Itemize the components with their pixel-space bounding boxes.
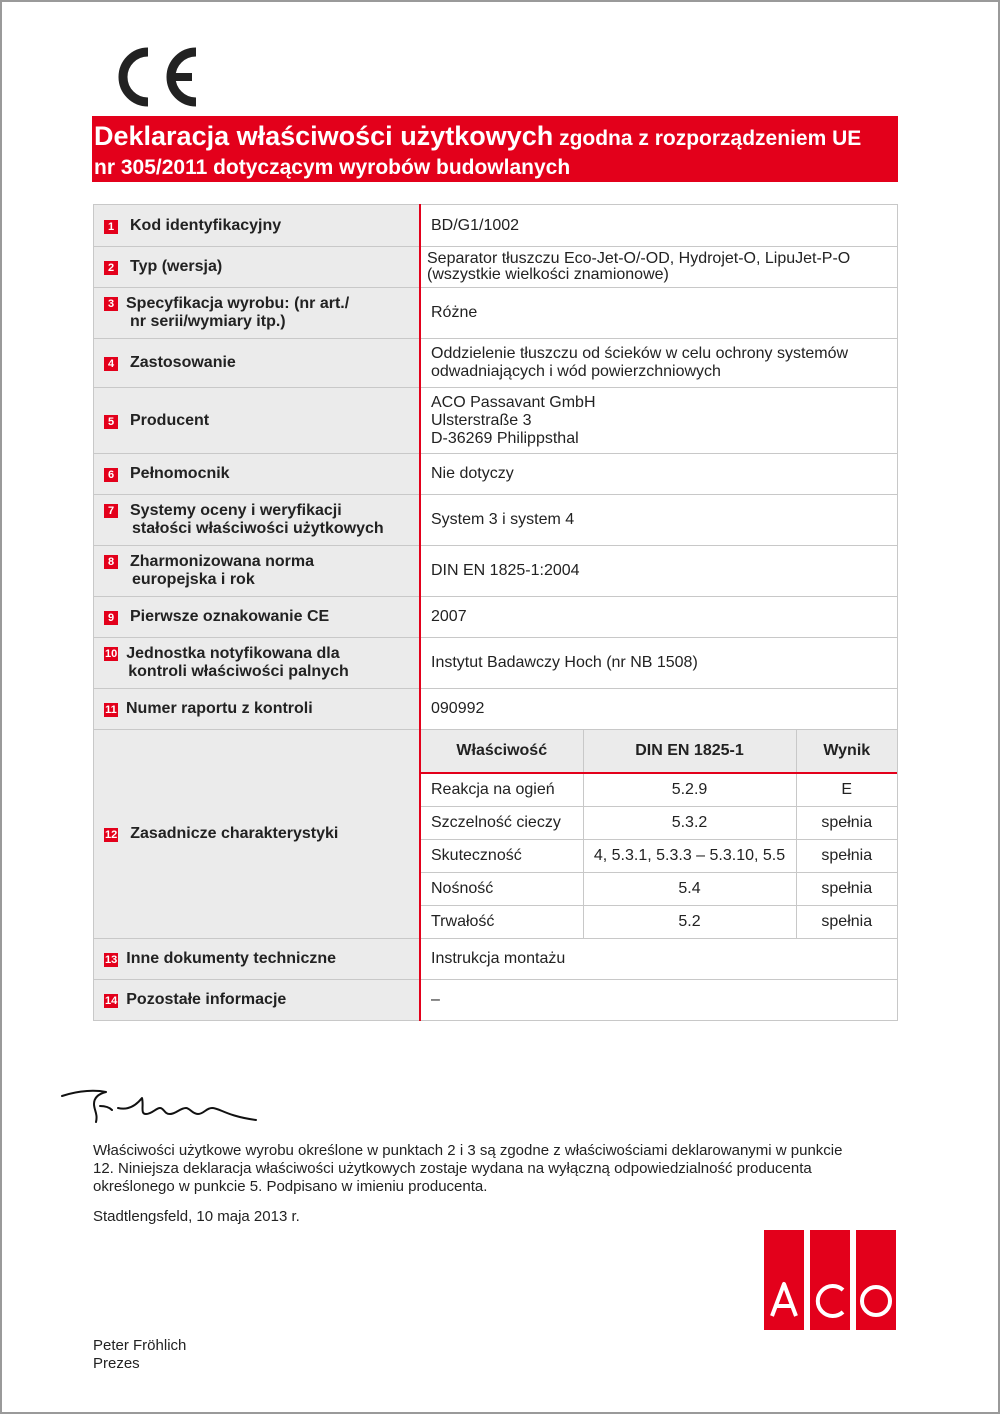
row-label: Zastosowanie — [130, 354, 236, 371]
row-value: Instrukcja montażu — [420, 939, 898, 980]
row-label-line2: kontroli właściwości palnych — [128, 663, 349, 680]
declaration-statement — [93, 1142, 903, 1196]
title-line2: nr 305/2011 dotyczącym wyrobów budowlanych — [94, 156, 571, 179]
row-label-line1: Specyfikacja wyrobu: (nr art./ — [126, 295, 350, 312]
characteristics-table — [421, 730, 897, 938]
row-label: Typ (wersja) — [130, 258, 223, 275]
row-label: Zasadnicze charakterystyki — [130, 825, 339, 842]
aco-logo — [764, 1230, 896, 1330]
table-row — [94, 205, 898, 247]
item-number: 9 — [104, 611, 118, 625]
property-cell: Szczelność cieczy — [421, 807, 583, 840]
table-row — [94, 288, 898, 339]
item-number: 14 — [105, 995, 118, 1007]
result-cell: spełnia — [796, 873, 897, 906]
row-label: Producent — [130, 411, 210, 429]
title-sub: zgodna z rozporządzeniem UE — [553, 127, 862, 150]
declaration-line3: określonego w punkcie 5. Podpisano w imieniu producenta. — [93, 1178, 488, 1195]
row-value: Nie dotyczy — [420, 454, 898, 495]
document-title — [94, 120, 898, 155]
row-value-line2: odwadniających i wód powierzchniowych — [431, 363, 721, 380]
item-number: 5 — [104, 415, 118, 429]
result-cell: spełnia — [796, 840, 897, 873]
row-value: Separator tłuszczu Eco-Jet-O/-OD, Hydrojet-O, LipuJet-P-O (wszystkie wielkości znamionowe) — [420, 247, 898, 288]
characteristics-row — [421, 773, 897, 807]
row-value: – — [420, 980, 898, 1021]
row-value: BD/G1/1002 — [420, 205, 898, 247]
row-value-line2: Ulsterstraße 3 — [431, 411, 532, 429]
row-label: Kod identyfikacyjny — [130, 216, 282, 234]
result-cell: E — [796, 773, 897, 807]
row-value: System 3 i system 4 — [420, 495, 898, 546]
table-row — [94, 730, 898, 939]
signer-title: Prezes — [93, 1355, 140, 1372]
table-row — [94, 638, 898, 689]
property-cell: Trwałość — [421, 906, 583, 939]
place-date: Stadtlengsfeld, 10 maja 2013 r. — [93, 1208, 300, 1225]
row-label-line1: Zharmonizowana norma — [130, 553, 315, 570]
characteristics-row — [421, 840, 897, 873]
characteristics-header-row — [421, 730, 897, 773]
table-row — [94, 546, 898, 597]
item-number: 13 — [105, 954, 118, 966]
row-value: Różne — [420, 288, 898, 339]
property-cell: Nośność — [421, 873, 583, 906]
ce-mark-logo — [116, 46, 200, 108]
result-cell: spełnia — [796, 906, 897, 939]
row-value: 090992 — [420, 689, 898, 730]
row-label: Numer raportu z kontroli — [126, 700, 313, 717]
table-row — [94, 339, 898, 388]
row-value: Instytut Badawczy Hoch (nr NB 1508) — [420, 638, 898, 689]
row-label: Inne dokumenty techniczne — [126, 950, 337, 967]
table-row — [94, 689, 898, 730]
declaration-table — [93, 204, 898, 1021]
item-number: 1 — [104, 220, 118, 234]
clause-cell: 5.2.9 — [583, 773, 796, 807]
table-row — [94, 388, 898, 454]
declaration-line2: 12. Niniejsza deklaracja właściwości użytkowych zostaje wydana na wyłączną odpowiedzialność producenta — [93, 1160, 812, 1177]
signature — [60, 1080, 270, 1136]
signer-block — [93, 1337, 186, 1373]
row-value-line1: ACO Passavant GmbH — [431, 393, 596, 411]
row-label-line1: Jednostka notyfikowana dla — [126, 645, 340, 662]
row-label-line1: Systemy oceny i weryfikacji — [130, 502, 342, 519]
title-main: Deklaracja właściwości użytkowych — [94, 121, 554, 151]
item-number: 2 — [104, 261, 118, 275]
table-row — [94, 495, 898, 546]
row-value: DIN EN 1825-1:2004 — [420, 546, 898, 597]
declaration-line1: Właściwości użytkowe wyrobu określone w punktach 2 i 3 są zgodne z właściwościami deklarowanymi w punkcie — [93, 1142, 843, 1159]
row-label: Pełnomocnik — [130, 465, 230, 482]
table-row — [94, 939, 898, 980]
row-label-line2: europejska i rok — [132, 571, 255, 588]
item-number: 7 — [104, 504, 118, 518]
table-row — [94, 247, 898, 288]
table-row — [94, 454, 898, 495]
item-number: 12 — [105, 829, 118, 841]
clause-cell: 4, 5.3.1, 5.3.3 – 5.3.10, 5.5 — [583, 840, 796, 873]
item-number: 3 — [104, 297, 118, 311]
column-header: Wynik — [796, 730, 897, 773]
characteristics-row — [421, 906, 897, 939]
item-number: 4 — [104, 357, 118, 371]
row-label-line2: stałości właściwości użytkowych — [132, 520, 384, 537]
column-header: Właściwość — [421, 730, 583, 773]
characteristics-row — [421, 873, 897, 906]
row-label-line2: nr serii/wymiary itp.) — [130, 313, 286, 330]
table-row — [94, 597, 898, 638]
title-banner — [92, 116, 898, 182]
row-value-line3: D-36269 Philippsthal — [431, 429, 579, 447]
item-number: 8 — [104, 555, 118, 569]
table-row — [94, 980, 898, 1021]
item-number: 6 — [104, 468, 118, 482]
clause-cell: 5.4 — [583, 873, 796, 906]
characteristics-row — [421, 807, 897, 840]
column-header: DIN EN 1825-1 — [583, 730, 796, 773]
row-value: 2007 — [420, 597, 898, 638]
clause-cell: 5.2 — [583, 906, 796, 939]
item-number: 10 — [105, 648, 118, 660]
property-cell: Skuteczność — [421, 840, 583, 873]
clause-cell: 5.3.2 — [583, 807, 796, 840]
row-value-line1: Oddzielenie tłuszczu od ścieków w celu ochrony systemów — [431, 345, 849, 362]
signer-name: Peter Fröhlich — [93, 1337, 187, 1354]
row-label: Pierwsze oznakowanie CE — [130, 608, 330, 625]
row-label: Pozostałe informacje — [126, 991, 287, 1008]
result-cell: spełnia — [796, 807, 897, 840]
item-number: 11 — [105, 704, 117, 716]
property-cell: Reakcja na ogień — [421, 773, 583, 807]
